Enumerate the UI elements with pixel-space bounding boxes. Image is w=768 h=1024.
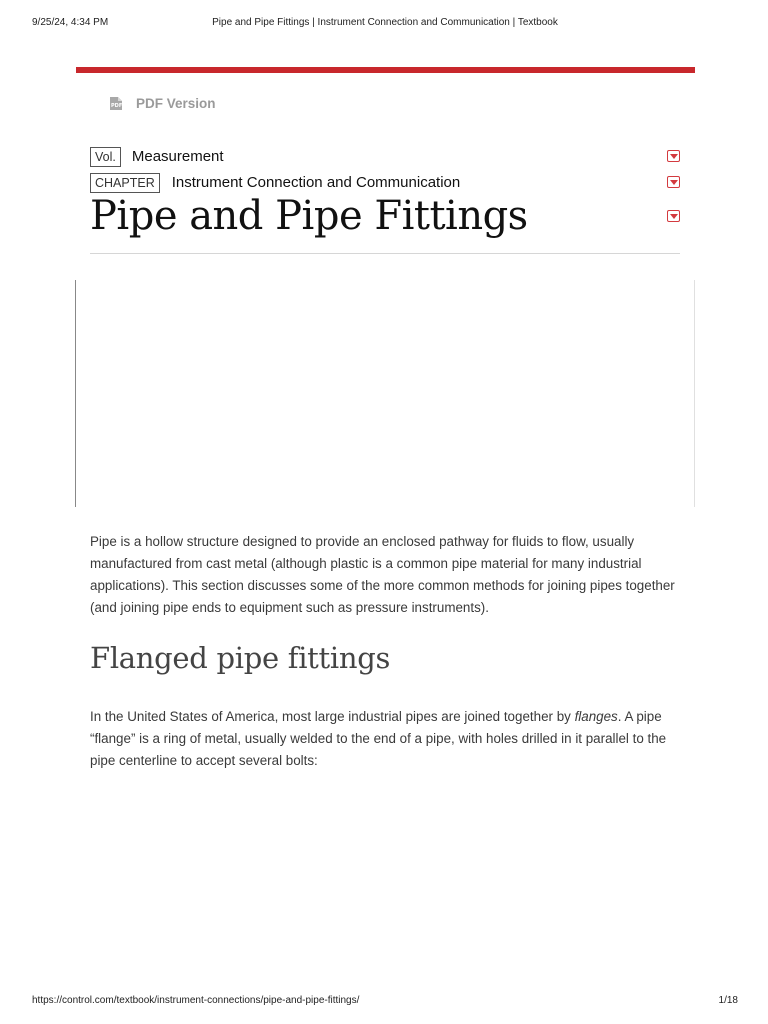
page-url: https://control.com/textbook/instrument-connections/pipe-and-pipe-fittings/ bbox=[32, 995, 360, 1006]
flange-paragraph-text-2: . A pipe “flange” is a ring of metal, usually welded to the end of a pipe, with holes drilled in it parallel to the pipe centerline to accept several bolts: bbox=[90, 709, 667, 768]
flange-paragraph bbox=[90, 706, 685, 772]
chapter-dropdown-button[interactable] bbox=[667, 176, 680, 188]
volume-dropdown-button[interactable] bbox=[667, 150, 680, 162]
print-header bbox=[32, 17, 738, 31]
empty-media-frame bbox=[75, 280, 695, 507]
page-title-row bbox=[90, 190, 680, 242]
intro-paragraph: Pipe is a hollow structure designed to provide an enclosed pathway for fluids to flow, usually manufactured from cast metal (although plastic is a common pipe material for many industrial applications). This section discusses some of the more common methods for joining pipes together (and joining pipe ends to equipment such as pressure instruments). bbox=[90, 534, 675, 615]
flange-paragraph-text-1: In the United States of America, most large industrial pipes are joined together by bbox=[90, 709, 575, 724]
print-footer bbox=[32, 995, 738, 1009]
page-title: Pipe and Pipe Fittings bbox=[90, 193, 528, 239]
pdf-file-icon bbox=[109, 96, 123, 111]
print-date: 9/25/24, 4:34 PM bbox=[32, 17, 109, 28]
breadcrumb-volume bbox=[90, 146, 680, 167]
pdf-version-link[interactable] bbox=[109, 94, 216, 112]
volume-tag: Vol. bbox=[90, 147, 121, 167]
chevron-down-icon bbox=[670, 180, 678, 185]
section-heading: Flanged pipe fittings bbox=[90, 641, 391, 675]
chevron-down-icon bbox=[670, 214, 678, 219]
page-dropdown-button[interactable] bbox=[667, 210, 680, 222]
chapter-link[interactable]: Instrument Connection and Communication bbox=[171, 174, 461, 191]
chapter-tag: CHAPTER bbox=[90, 173, 160, 193]
svg-text:PDF: PDF bbox=[111, 102, 123, 109]
flange-paragraph-emphasis: flanges bbox=[574, 709, 618, 724]
pdf-version-label: PDF Version bbox=[136, 95, 216, 111]
chevron-down-icon bbox=[670, 154, 678, 159]
volume-link[interactable]: Measurement bbox=[131, 148, 224, 165]
title-divider bbox=[90, 253, 680, 254]
page-number: 1/18 bbox=[718, 995, 738, 1006]
accent-bar bbox=[76, 67, 695, 73]
print-page-title: Pipe and Pipe Fittings | Instrument Connection and Communication | Textbook bbox=[212, 17, 558, 28]
